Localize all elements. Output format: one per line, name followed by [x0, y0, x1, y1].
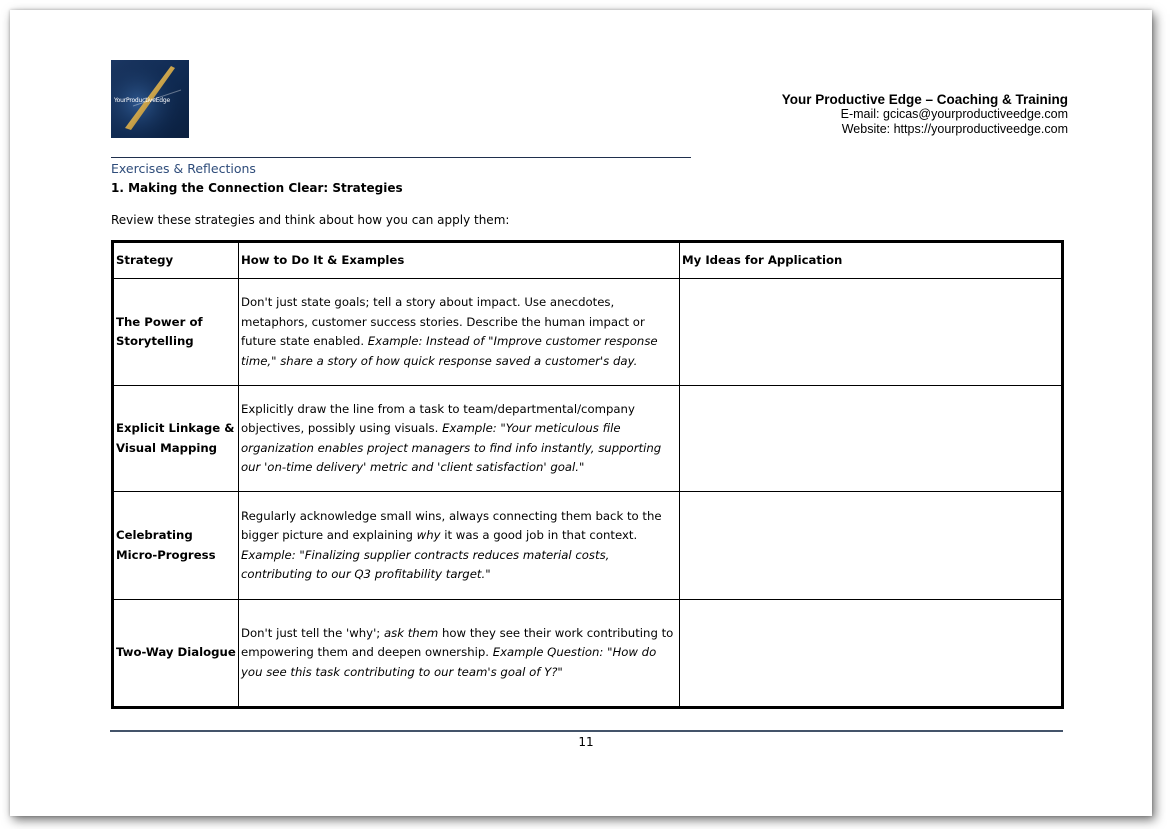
website-line: Website: https://yourproductiveedge.com [841, 122, 1068, 136]
description-example: Example: "Your meticulous file organization enables project managers to find info instantly, supporting our 'on-time delivery' metric and 'client satisfaction' goal." [241, 421, 662, 475]
description-text: Don't just state goals; tell a story about impact. Use anecdotes, metaphors, customer success stories. Describe the human impact or future state enabled. [241, 295, 645, 349]
description-text: Regularly acknowledge small wins, always connecting them back to the bigger picture and explaining [241, 508, 662, 543]
header-my-ideas: My Ideas for Application [680, 242, 1063, 279]
description-example: Example Question: "How do you see this task contributing to our team's goal of Y?" [241, 645, 657, 679]
company-name: Your Productive Edge – Coaching & Training [781, 92, 1068, 107]
strategy-table [111, 240, 1064, 709]
email-line: E-mail: gcicas@yourproductiveedge.com [840, 107, 1068, 121]
logo-text: YourProductiveEdge [114, 97, 170, 104]
table-row [113, 386, 1063, 492]
table-row [113, 492, 1063, 599]
description-text: it was a good job in that context. [444, 528, 638, 543]
description-emphasis: ask them [383, 625, 439, 640]
application-cell[interactable] [680, 492, 1063, 599]
strategy-description [239, 492, 680, 599]
description-text: Explicitly draw the line from a task to team/departmental/company objectives, possibly using visuals. [241, 401, 635, 436]
company-header [782, 92, 1068, 137]
document-page [10, 10, 1152, 816]
section-title: Exercises & Reflections [111, 161, 256, 176]
subsection-title: 1. Making the Connection Clear: Strategies [111, 181, 403, 195]
strategy-name: The Power of Storytelling [113, 279, 239, 386]
strategy-name: Explicit Linkage & Visual Mapping [113, 386, 239, 492]
strategy-description [239, 279, 680, 386]
description-example: Example: Instead of "Improve customer response time," share a story of how quick response saved a customer's day. [241, 334, 658, 368]
description-text: how they see their work contributing to empowering them and deepen ownership. [241, 625, 674, 660]
table-header-row [113, 242, 1063, 279]
description-example: Example: "Finalizing supplier contracts reduces material costs, contributing to our Q3 profitability target." [241, 547, 610, 582]
intro-text: Review these strategies and think about how you can apply them: [111, 213, 510, 227]
page-number: 11 [578, 735, 594, 749]
table-row [113, 599, 1063, 707]
header-how-to: How to Do It & Examples [239, 242, 680, 279]
table-row [113, 279, 1063, 386]
strategy-name: Celebrating Micro-Progress [113, 492, 239, 599]
strategy-description [239, 599, 680, 707]
strategy-name: Two-Way Dialogue [113, 599, 239, 707]
strategy-description [239, 386, 680, 492]
description-emphasis: why [416, 528, 441, 543]
company-logo [111, 60, 189, 138]
application-cell[interactable] [680, 386, 1063, 492]
header-strategy: Strategy [113, 242, 239, 279]
description-text: Don't just tell the 'why'; [241, 625, 381, 640]
section-divider [111, 157, 691, 158]
application-cell[interactable] [680, 279, 1063, 386]
footer-divider [110, 730, 1063, 732]
application-cell[interactable] [680, 599, 1063, 707]
